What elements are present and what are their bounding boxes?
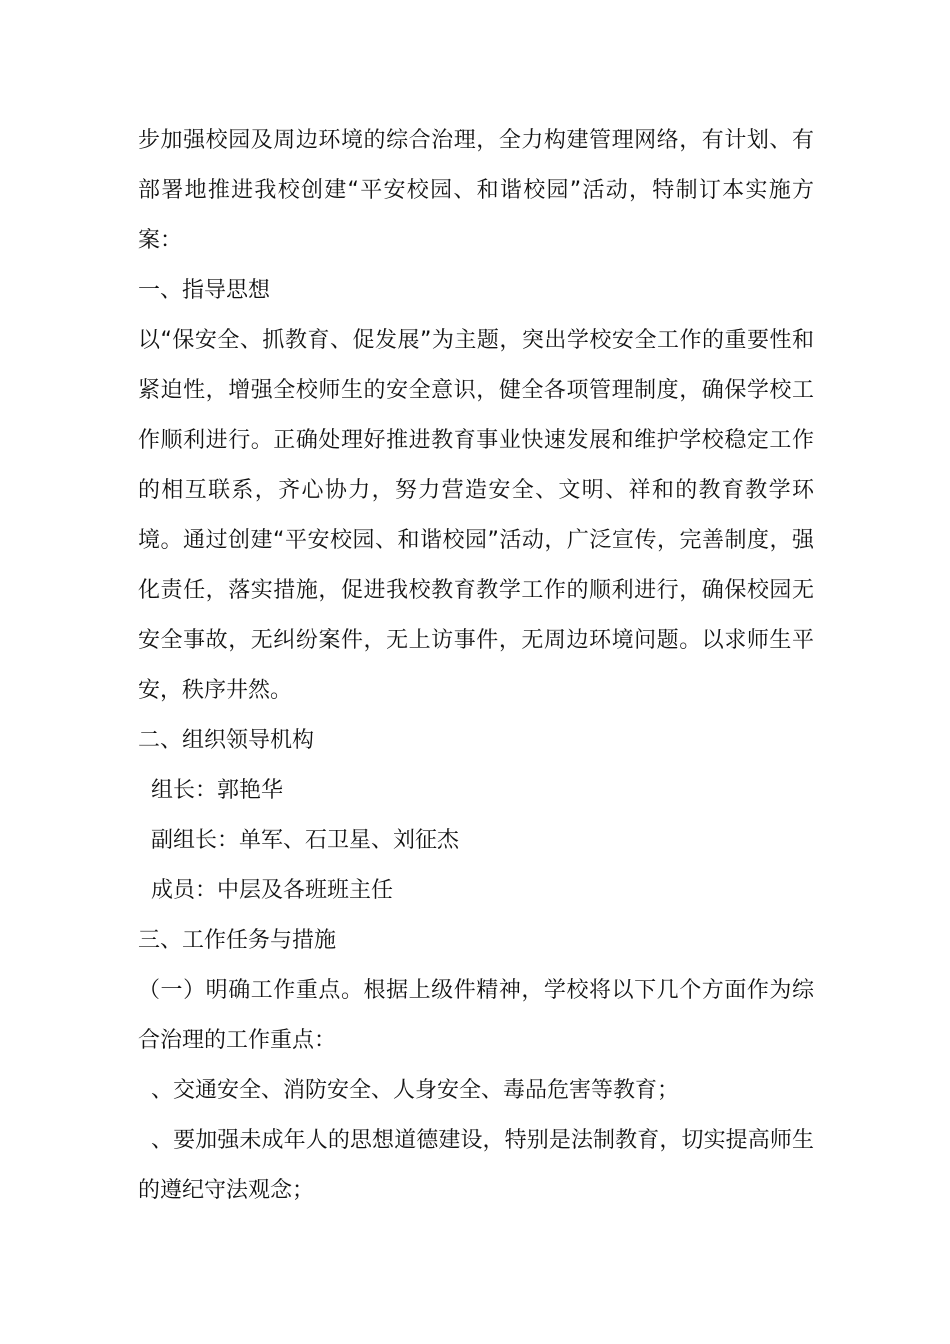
deputy-leader-line: 副组长：单军、石卫星、刘征杰 bbox=[151, 828, 460, 853]
list-item: 、要加强未成年人的思想道德建设，特别是法制教育，切实提高师生的遵纪守法观念； bbox=[138, 1128, 814, 1203]
members-line: 成员：中层及各班班主任 bbox=[151, 878, 394, 903]
intro-paragraph: 步加强校园及周边环境的综合治理，全力构建管理网络，有计划、有部署地推进我校创建“平安校园、和谐校园”活动，特制订本实施方案： bbox=[138, 128, 814, 253]
task-subsection-1: （一）明确工作重点。根据上级件精神，学校将以下几个方面作为综合治理的工作重点： bbox=[138, 978, 814, 1053]
section-heading-organization: 二、组织领导机构 bbox=[138, 728, 315, 753]
guiding-ideology-paragraph: 以“保安全、抓教育、促发展”为主题，突出学校安全工作的重要性和紧迫性，增强全校师生的安全意识，健全各项管理制度，确保学校工作顺利进行。正确处理好推进教育事业快速发展和维护学校稳定工作的相互联系，齐心协力，努力营造安全、文明、祥和的教育教学环境。通过创建“平安校园、和谐校园”活动，广泛宣传，完善制度，强化责任，落实措施，促进我校教育教学工作的顺利进行，确保校园无安全事故，无纠纷案件，无上访事件，无周边环境问题。以求师生平安，秩序井然。 bbox=[138, 328, 814, 703]
list-item: 、交通安全、消防安全、人身安全、毒品危害等教育； bbox=[151, 1078, 680, 1103]
leader-line: 组长：郭艳华 bbox=[151, 778, 284, 803]
document-page bbox=[138, 116, 814, 1216]
section-heading-tasks: 三、工作任务与措施 bbox=[138, 928, 337, 953]
section-heading-guiding-ideology: 一、指导思想 bbox=[138, 278, 271, 303]
